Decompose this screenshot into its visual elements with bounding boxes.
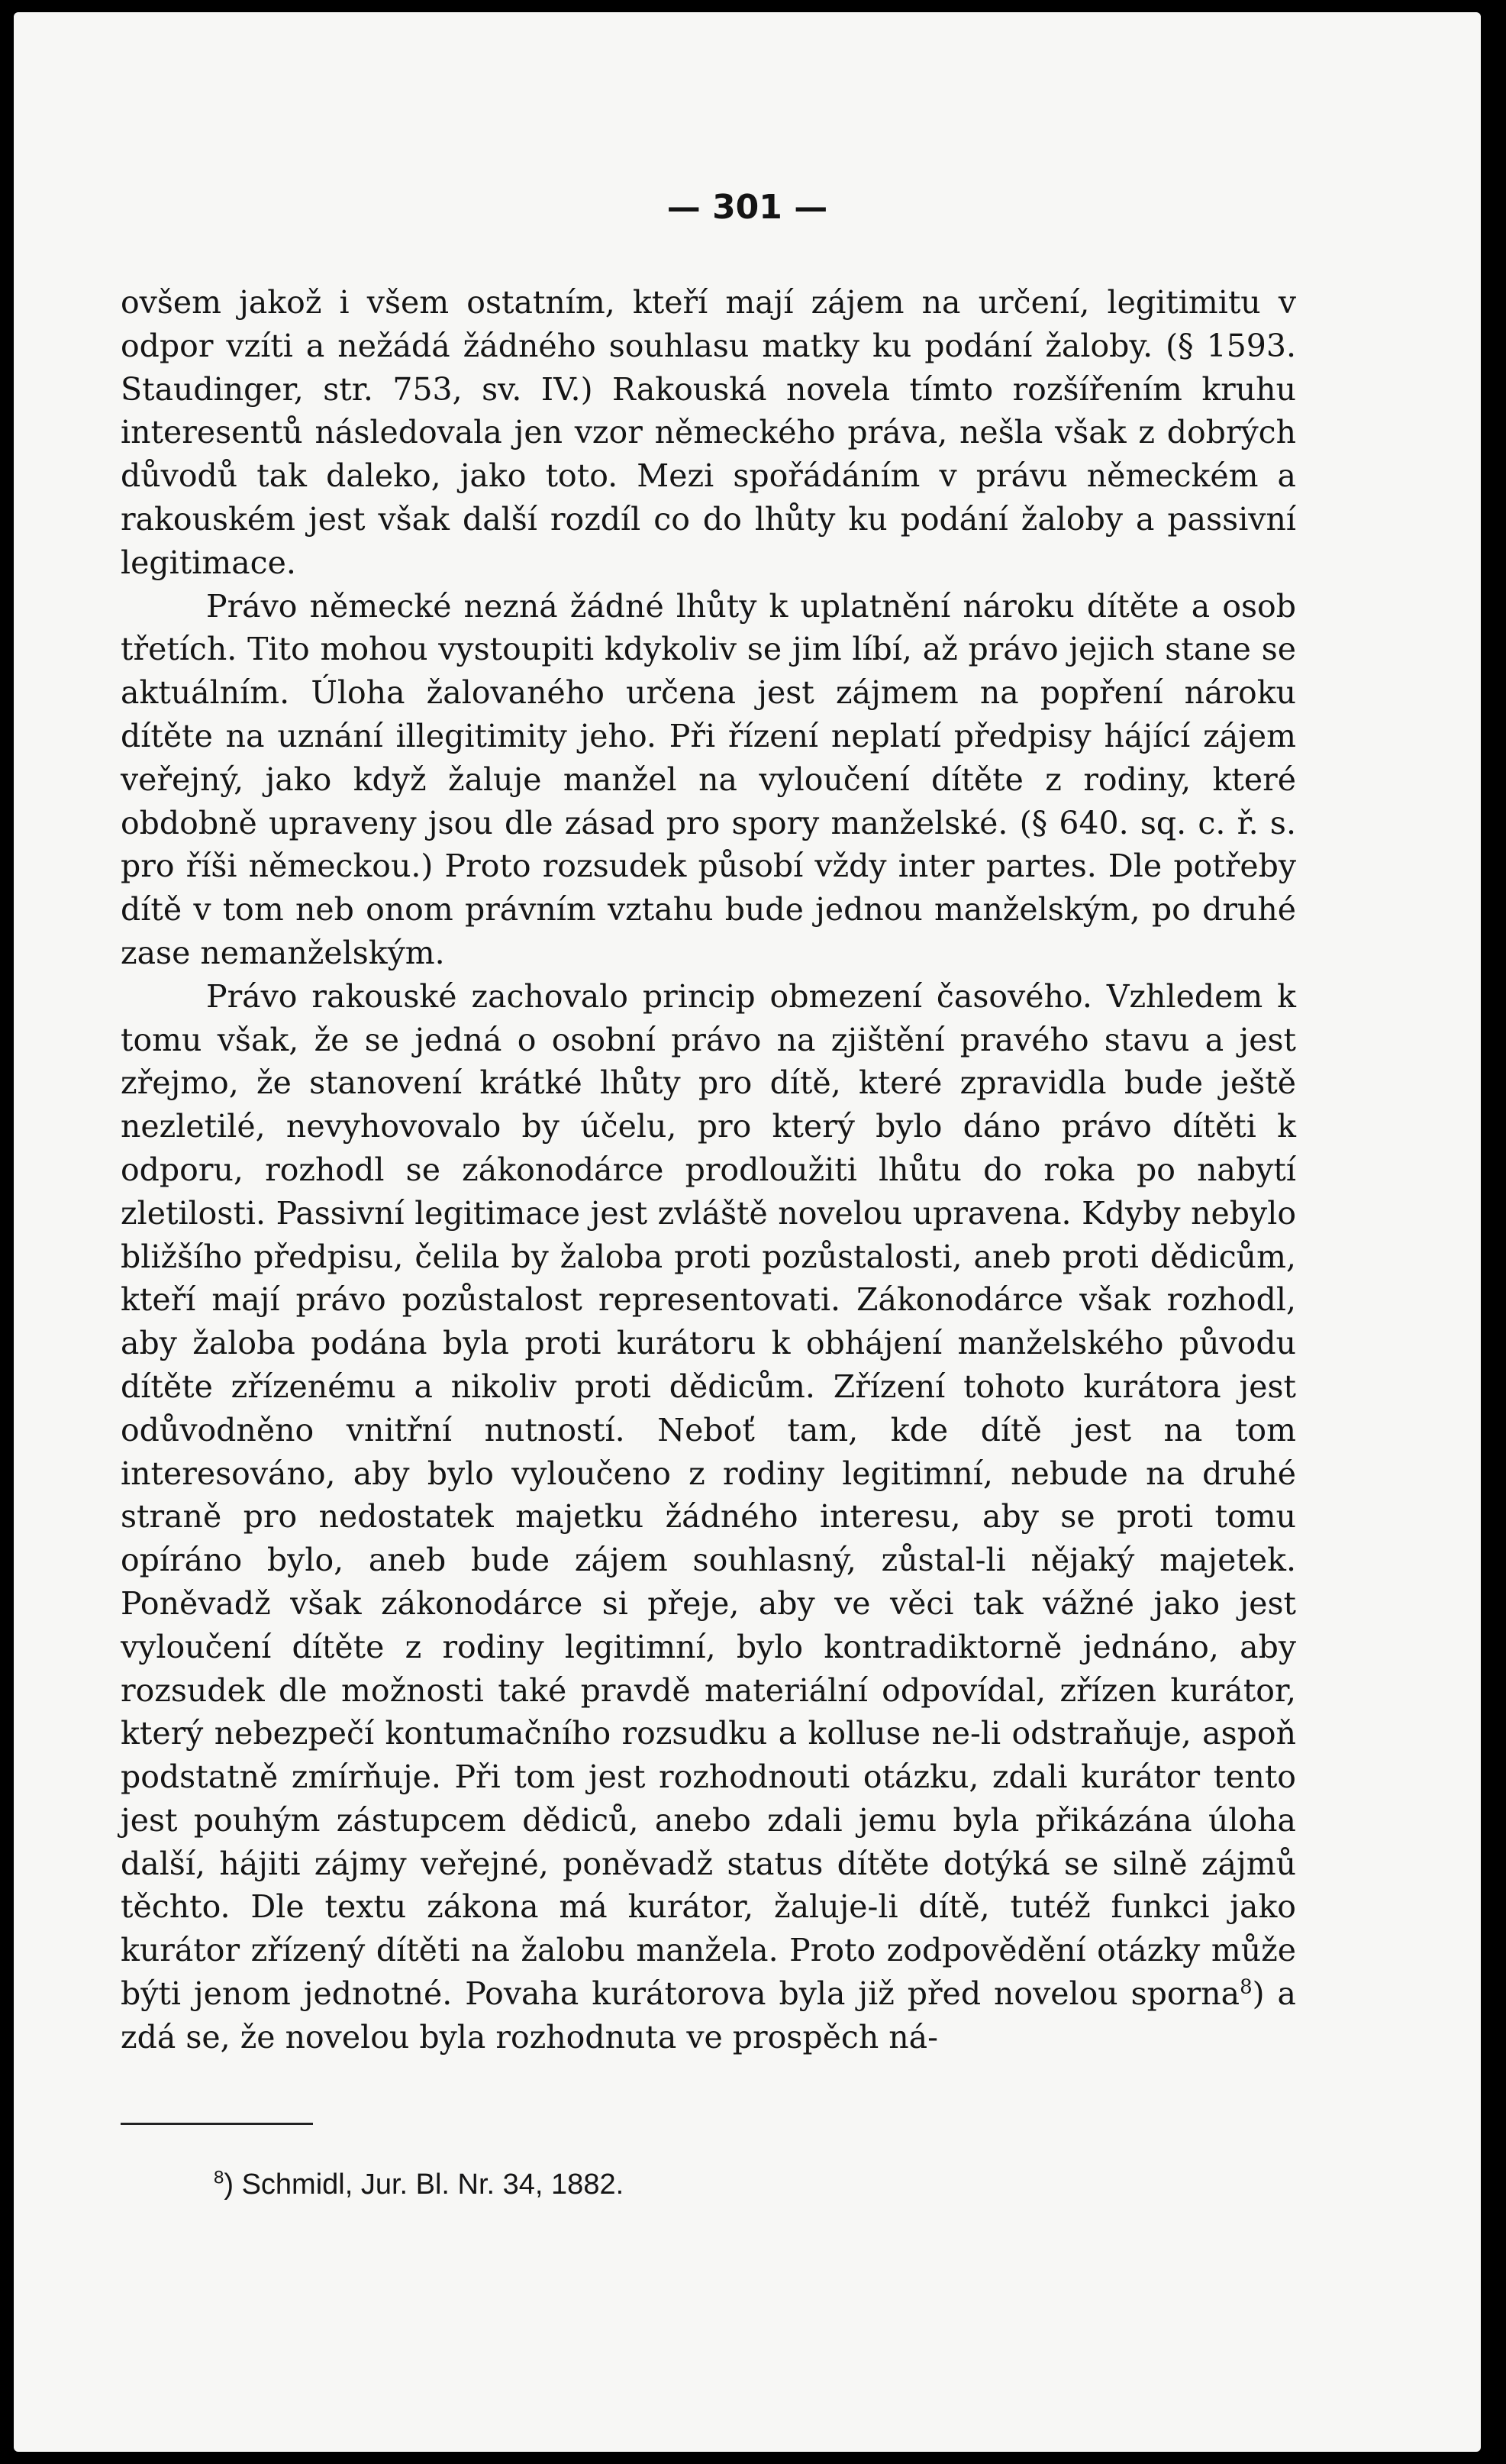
footnote-text: ) Schmidl, Jur. Bl. Nr. 34, 1882. <box>224 2169 624 2201</box>
paragraph-2 <box>121 585 1296 975</box>
paragraph-3-text-after: ) a zdá se, že novelou byla rozhodnuta ve prospěch ná- <box>121 1975 1296 2055</box>
paragraph-1-text: ovšem jakož i všem ostatním, kteří mají zájem na určení, legitimitu v odpor vzíti a nežádá žádného souhlasu matky ku podání žaloby. (§ 1593. Staudinger, str. 753, sv. IV.) Rakouská novela tímto rozšířením kruhu interesentů následovala jen vzor německého práva, nešla však z dobrých důvodů tak daleko, jako toto. Mezi spořádáním v právu německém a rakouském jest však další rozdíl co do lhůty ku podání žaloby a passivní legitimace. <box>121 284 1296 581</box>
footnote-mark: 8 <box>214 2167 224 2188</box>
footnote-divider <box>121 2123 313 2125</box>
paragraph-3-text: Právo rakouské zachovalo princip obmezení časového. Vzhledem k tomu však, že se jedná o osobní právo na zjištění pravého stavu a jest zřejmo, že stanovení krátké lhůty pro dítě, které zpravidla bude ještě nezletilé, nevyhovovalo by účelu, pro který bylo dáno právo dítěti k odporu, rozhodl se zákonodárce prodloužiti lhůtu do roka po nabytí zletilosti. Passivní legitimace jest zvláště novelou upravena. Kdyby nebylo bližšího předpisu, čelila by žaloba proti pozůstalosti, aneb proti dědicům, kteří mají právo pozůstalost representovati. Zákonodárce však rozhodl, aby žaloba podána byla proti kurátoru k obhájení manželského původu dítěte zřízenému a nikoliv proti dědicům. Zřízení tohoto kurátora jest odůvodněno vnitřní nutností. Neboť tam, kde dítě jest na tom interesováno, aby bylo vyloučeno z rodiny legitimní, nebude na druhé straně pro nedostatek majetku žádného interesu, aby se proti tomu opíráno bylo, aneb bude zájem souhlasný, zůstal-li nějaký majetek. Poněvadž však zákonodárce si přeje, aby ve věci tak vážné jako jest vyloučení dítěte z rodiny legitimní, bylo kontradiktorně jednáno, aby rozsudek dle možnosti také pravdě materiální odpovídal, zřízen kurátor, který nebezpečí kontumačního rozsudku a kolluse ne-li odstraňuje, aspoň podstatně zmírňuje. Při tom jest rozhodnouti otázku, zdali kurátor tento jest pouhým zástupcem dědiců, anebo zdali jemu byla přikázána úloha další, hájiti zájmy veřejné, poněvadž status dítěte dotýká se silně zájmů těchto. Dle textu zákona má kurátor, žaluje-li dítě, tutéž funkci jako kurátor zřízený dítěti na žalobu manžela. Proto zodpovědění otázky může býti jenom jednotné. Povaha kurátorova byla již před novelou sporna <box>121 977 1296 2013</box>
book-page <box>14 12 1481 2452</box>
footnote <box>214 2169 624 2201</box>
paragraph-2-text: Právo německé nezná žádné lhůty k uplatnění nároku dítěte a osob třetích. Tito mohou vystoupiti kdykoliv se jim líbí, až právo jejich stane se aktuálním. Úloha žalovaného určena jest zájmem na popření nároku dítěte na uznání illegitimity jeho. Při řízení neplatí předpisy hájící zájem veřejný, jako když žaluje manžel na vyloučení dítěte z rodiny, které obdobně upraveny jsou dle zásad pro spory manželské. (§ 640. sq. c. ř. s. pro říši německou.) Proto rozsudek působí vždy inter partes. Dle potřeby dítě v tom neb onom právním vztahu bude jednou manželským, po druhé zase nemanželským. <box>121 587 1296 971</box>
body-text <box>121 281 1296 2059</box>
footnote-reference: 8 <box>1240 1975 1253 1999</box>
paragraph-3 <box>121 975 1296 2059</box>
paragraph-1 <box>121 281 1296 585</box>
page-number: — 301 — <box>666 188 828 227</box>
